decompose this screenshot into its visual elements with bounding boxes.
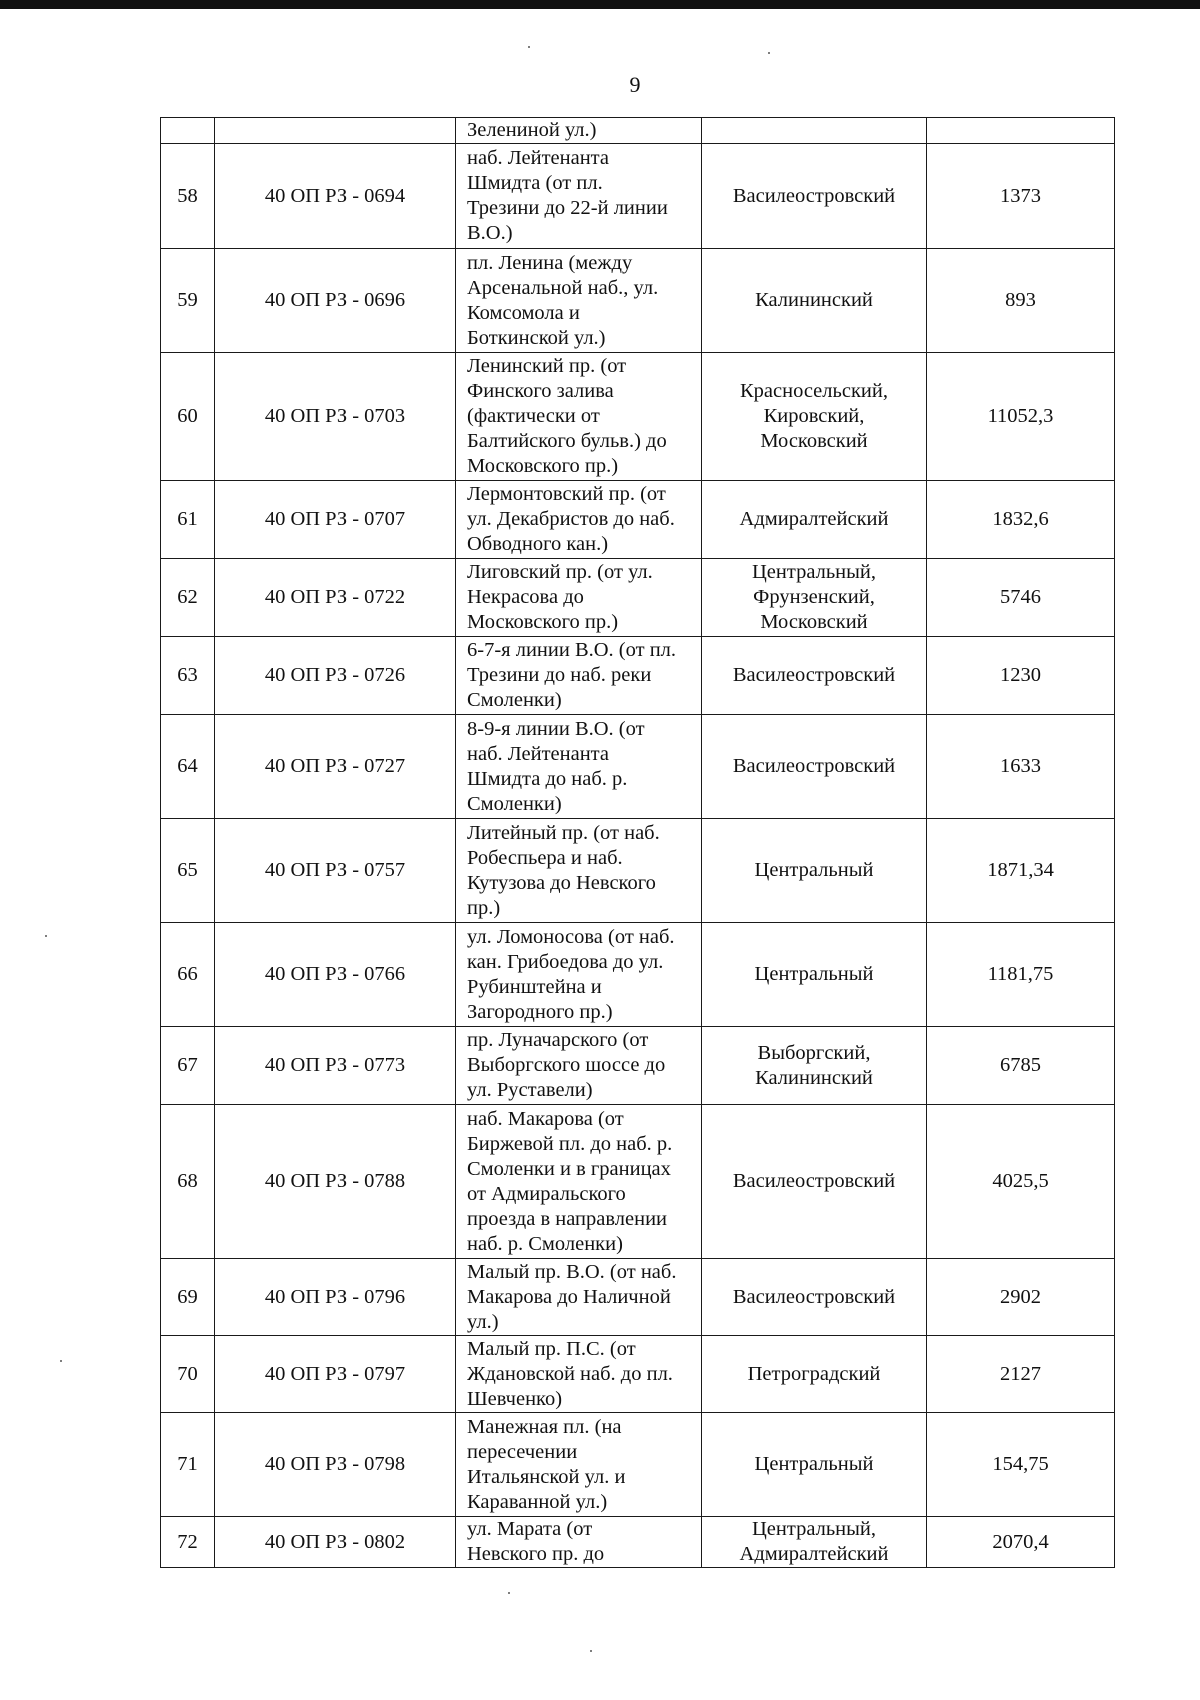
road-name-cell-line: Ждановской наб. до пл.: [467, 1362, 673, 1385]
road-name-cell-line: Финского залива: [467, 380, 614, 402]
district-cell: [702, 923, 927, 1027]
district-cell-line: Петроградский: [747, 1362, 881, 1385]
road-name-cell-line: Малый пр. П.С. (от: [467, 1337, 636, 1360]
road-name-cell: [456, 1336, 702, 1413]
length-cell: 5746: [927, 559, 1115, 637]
road-code-cell: 40 ОП РЗ - 0727: [215, 715, 456, 819]
road-name-cell-line: Московского пр.): [467, 455, 619, 477]
road-name-cell-line: Кутузова до Невского: [467, 871, 656, 894]
district-cell-line: Красносельский,: [739, 380, 888, 402]
road-code-cell: [215, 118, 456, 144]
district-cell-line: Адмиралтейский: [739, 508, 889, 530]
road-name-cell-line: наб. р. Смоленки): [467, 1232, 623, 1255]
length-cell: 154,75: [927, 1413, 1115, 1517]
row-number-cell: 64: [161, 715, 215, 819]
road-name-cell-line: Загородного пр.): [467, 1000, 613, 1023]
length-cell: 893: [927, 249, 1115, 353]
road-name-cell-line: пл. Ленина (между: [467, 251, 633, 274]
table-body: [161, 118, 1115, 1568]
table-row: [161, 1336, 1115, 1413]
road-name-cell: [456, 1413, 702, 1517]
district-cell-line: Василеостровский: [732, 184, 896, 207]
district-cell-line: Калининский: [755, 289, 873, 311]
road-name-cell-line: Трезини до 22-й линии: [467, 197, 668, 219]
road-name-cell-line: Манежная пл. (на: [467, 1415, 622, 1438]
road-name-cell: [456, 637, 702, 715]
road-name-cell: [456, 118, 702, 144]
road-name-cell: [456, 144, 702, 249]
table-row: [161, 353, 1115, 481]
road-name-cell-line: Смоленки): [467, 792, 562, 815]
road-name-cell: [456, 249, 702, 353]
road-name-cell-line: Смоленки и в границах: [467, 1157, 671, 1180]
row-number-cell: 65: [161, 819, 215, 923]
table-row: [161, 1027, 1115, 1105]
road-code-cell: 40 ОП РЗ - 0757: [215, 819, 456, 923]
district-cell: [702, 1336, 927, 1413]
roads-registry-table: [160, 117, 1115, 1568]
table-row: [161, 249, 1115, 353]
road-name-cell-line: Зелениной ул.): [467, 119, 597, 141]
road-name-cell-line: наб. Лейтенанта: [467, 742, 609, 765]
road-name-cell-line: Лермонтовский пр. (от: [467, 483, 666, 505]
road-name-cell: [456, 1027, 702, 1105]
row-number-cell: 62: [161, 559, 215, 637]
length-cell: 4025,5: [927, 1105, 1115, 1259]
road-name-cell-line: Караванной ул.): [467, 1490, 608, 1513]
road-code-cell: 40 ОП РЗ - 0798: [215, 1413, 456, 1517]
district-cell: [702, 1105, 927, 1259]
road-name-cell-line: ул. Декабристов до наб.: [467, 508, 675, 530]
road-name-cell-line: Шевченко): [467, 1387, 563, 1410]
district-cell: [702, 559, 927, 637]
road-name-cell-line: Лиговский пр. (от ул.: [467, 561, 653, 583]
road-name-cell-line: ул.): [467, 1310, 499, 1333]
road-name-cell-line: Биржевой пл. до наб. р.: [467, 1132, 673, 1155]
length-cell: 2902: [927, 1259, 1115, 1336]
road-name-cell-line: Московского пр.): [467, 611, 619, 633]
road-name-cell-line: В.О.): [467, 222, 513, 244]
length-cell: 2070,4: [927, 1517, 1115, 1568]
district-cell: [702, 637, 927, 715]
row-number-cell: 72: [161, 1517, 215, 1568]
district-cell-line: Московский: [760, 611, 868, 633]
road-code-cell: 40 ОП РЗ - 0766: [215, 923, 456, 1027]
road-name-cell-line: Макарова до Наличной: [467, 1285, 671, 1308]
length-cell: 1633: [927, 715, 1115, 819]
road-name-cell-line: Малый пр. В.О. (от наб.: [467, 1260, 677, 1283]
row-number-cell: 67: [161, 1027, 215, 1105]
road-name-cell-line: наб. Лейтенанта: [467, 147, 609, 169]
district-cell-line: Центральный: [754, 963, 874, 985]
road-code-cell: 40 ОП РЗ - 0796: [215, 1259, 456, 1336]
road-name-cell-line: Арсенальной наб., ул.: [467, 276, 659, 299]
road-name-cell: [456, 1517, 702, 1568]
road-name-cell-line: Смоленки): [467, 689, 562, 711]
length-cell: 6785: [927, 1027, 1115, 1105]
length-cell: [927, 118, 1115, 144]
road-name-cell-line: ул. Ломоносова (от наб.: [467, 925, 675, 948]
road-name-cell-line: пр. Луначарского (от: [467, 1029, 649, 1051]
row-number-cell: 70: [161, 1336, 215, 1413]
table-row: [161, 1105, 1115, 1259]
row-number-cell: [161, 118, 215, 144]
table-row: [161, 1413, 1115, 1517]
road-name-cell-line: Рубинштейна и: [467, 975, 602, 998]
row-number-cell: 71: [161, 1413, 215, 1517]
district-cell-line: Василеостровский: [732, 1285, 896, 1308]
road-name-cell-line: проезда в направлении: [467, 1207, 668, 1230]
road-name-cell-line: наб. Макарова (от: [467, 1107, 624, 1130]
road-name-cell-line: ул. Руставели): [467, 1079, 593, 1101]
district-cell: [702, 819, 927, 923]
road-name-cell-line: Выборгского шоссе до: [467, 1054, 666, 1076]
scan-speck: [768, 52, 770, 54]
district-cell-line: Центральный,: [751, 561, 877, 583]
road-name-cell-line: 8-9-я линии В.О. (от: [467, 717, 645, 740]
scan-speck: [508, 1592, 510, 1594]
road-name-cell-line: Ленинский пр. (от: [467, 355, 627, 377]
road-name-cell-line: кан. Грибоедова до ул.: [467, 950, 664, 973]
district-cell: [702, 1027, 927, 1105]
table-row: [161, 559, 1115, 637]
district-cell: [702, 1413, 927, 1517]
length-cell: 1230: [927, 637, 1115, 715]
road-code-cell: 40 ОП РЗ - 0694: [215, 144, 456, 249]
scan-speck: [528, 46, 530, 48]
road-name-cell-line: Некрасова до: [467, 586, 584, 608]
road-name-cell-line: ул. Марата (от: [467, 1518, 593, 1540]
road-name-cell-line: Боткинской ул.): [467, 326, 606, 349]
length-cell: 11052,3: [927, 353, 1115, 481]
table-row: [161, 1517, 1115, 1568]
district-cell: [702, 481, 927, 559]
length-cell: 1871,34: [927, 819, 1115, 923]
road-name-cell: [456, 819, 702, 923]
road-name-cell-line: Трезини до наб. реки: [467, 664, 652, 686]
road-name-cell: [456, 923, 702, 1027]
road-code-cell: 40 ОП РЗ - 0722: [215, 559, 456, 637]
road-code-cell: 40 ОП РЗ - 0802: [215, 1517, 456, 1568]
scan-speck: [45, 935, 47, 937]
scan-top-edge: [0, 0, 1200, 9]
district-cell-line: Центральный: [754, 1453, 874, 1475]
table-row: [161, 481, 1115, 559]
row-number-cell: 58: [161, 144, 215, 249]
district-cell-line: Фрунзенский,: [753, 586, 875, 608]
table-row: [161, 715, 1115, 819]
road-code-cell: 40 ОП РЗ - 0788: [215, 1105, 456, 1259]
district-cell-line: Выборгский,: [757, 1041, 871, 1064]
road-name-cell-line: пересечении: [467, 1440, 578, 1463]
length-cell: 1832,6: [927, 481, 1115, 559]
table-row: [161, 144, 1115, 249]
road-code-cell: 40 ОП РЗ - 0707: [215, 481, 456, 559]
road-name-cell: [456, 481, 702, 559]
road-name-cell: [456, 715, 702, 819]
district-cell: [702, 1517, 927, 1568]
road-name-cell-line: пр.): [467, 896, 501, 919]
road-name-cell: [456, 559, 702, 637]
road-name-cell-line: Робеспьера и наб.: [467, 846, 623, 869]
road-code-cell: 40 ОП РЗ - 0726: [215, 637, 456, 715]
road-name-cell-line: Невского пр. до: [467, 1543, 605, 1565]
district-cell-line: Василеостровский: [732, 664, 896, 686]
road-name-cell-line: (фактически от: [467, 405, 600, 427]
table-row: [161, 819, 1115, 923]
district-cell-line: Кировский,: [763, 405, 865, 427]
table-row-continuation: [161, 118, 1115, 144]
district-cell-line: Калининский: [755, 1066, 873, 1089]
row-number-cell: 66: [161, 923, 215, 1027]
district-cell-line: Центральный: [754, 859, 874, 881]
road-name-cell-line: Шмидта (от пл.: [467, 172, 603, 194]
page-number: 9: [629, 72, 641, 97]
road-name-cell-line: Шмидта до наб. р.: [467, 767, 628, 790]
road-code-cell: 40 ОП РЗ - 0773: [215, 1027, 456, 1105]
road-name-cell: [456, 353, 702, 481]
road-name-cell-line: Балтийского бульв.) до: [467, 430, 667, 452]
road-name-cell-line: 6-7-я линии В.О. (от пл.: [467, 639, 677, 661]
district-cell-line: Адмиралтейский: [739, 1543, 889, 1565]
road-code-cell: 40 ОП РЗ - 0797: [215, 1336, 456, 1413]
road-name-cell-line: Обводного кан.): [467, 533, 609, 555]
row-number-cell: 68: [161, 1105, 215, 1259]
district-cell: [702, 1259, 927, 1336]
table-row: [161, 1259, 1115, 1336]
road-name-cell-line: Комсомола и: [467, 301, 580, 324]
scan-speck: [60, 1360, 62, 1362]
district-cell: [702, 353, 927, 481]
row-number-cell: 69: [161, 1259, 215, 1336]
district-cell: [702, 715, 927, 819]
district-cell-line: Василеостровский: [732, 1170, 896, 1192]
scan-speck: [590, 1650, 592, 1652]
district-cell-line: Центральный,: [751, 1518, 877, 1540]
district-cell-line: Василеостровский: [732, 755, 896, 777]
row-number-cell: 61: [161, 481, 215, 559]
row-number-cell: 63: [161, 637, 215, 715]
table-row: [161, 923, 1115, 1027]
road-name-cell-line: Литейный пр. (от наб.: [467, 821, 660, 844]
district-cell: [702, 144, 927, 249]
road-name-cell: [456, 1105, 702, 1259]
table-row: [161, 637, 1115, 715]
length-cell: 1373: [927, 144, 1115, 249]
district-cell: [702, 249, 927, 353]
length-cell: 2127: [927, 1336, 1115, 1413]
road-code-cell: 40 ОП РЗ - 0696: [215, 249, 456, 353]
length-cell: 1181,75: [927, 923, 1115, 1027]
road-name-cell: [456, 1259, 702, 1336]
road-code-cell: 40 ОП РЗ - 0703: [215, 353, 456, 481]
row-number-cell: 59: [161, 249, 215, 353]
road-name-cell-line: Итальянской ул. и: [467, 1465, 626, 1488]
row-number-cell: 60: [161, 353, 215, 481]
district-cell: [702, 118, 927, 144]
district-cell-line: Московский: [760, 430, 868, 452]
road-name-cell-line: от Адмиральского: [467, 1182, 626, 1205]
